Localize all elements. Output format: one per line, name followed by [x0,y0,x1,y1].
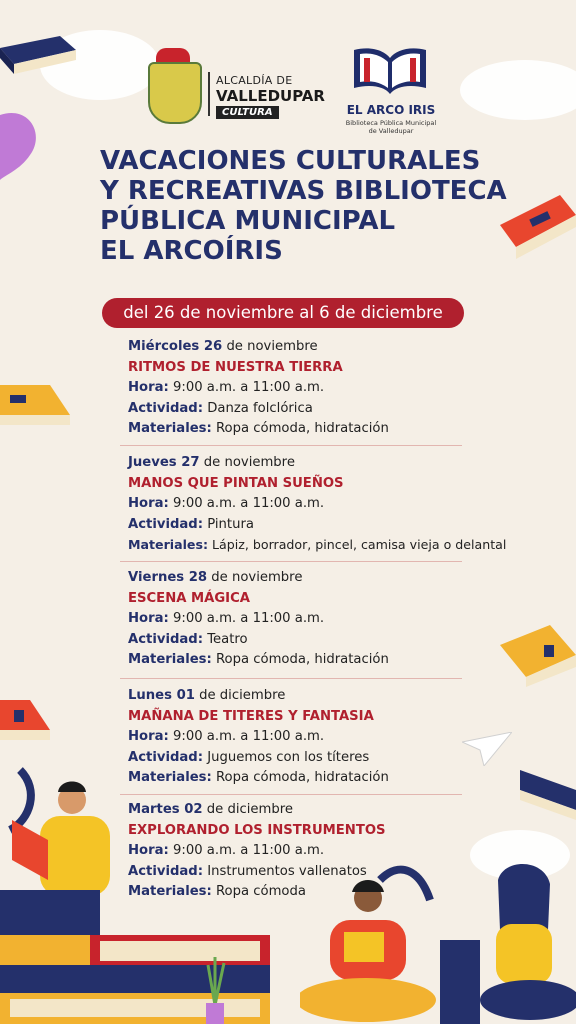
event-month: de diciembre [199,688,286,703]
materiales-label: Materiales: [128,770,212,785]
event-hora [128,727,508,748]
alcaldia-line1: ALCALDÍA DE [216,74,293,87]
logo-separator [208,72,210,116]
title-line1: VACACIONES CULTURALES [100,146,481,176]
event-actividad [128,515,508,536]
event-month: de noviembre [203,455,295,470]
event-name: ESCENA MÁGICA [128,590,250,606]
event-materiales [128,650,508,671]
actividad-label: Actividad: [128,749,204,765]
event-day: Lunes 01 [128,688,195,703]
event-month: de noviembre [226,339,318,354]
actividad-label: Actividad: [128,516,204,532]
materiales-label: Materiales: [128,884,212,899]
event-materiales [128,419,508,440]
book-illustration-right-2 [500,625,576,695]
event-divider [120,445,462,446]
arco-iris-title: EL ARCO IRIS [346,103,436,117]
event-date [128,568,508,589]
book-illustration-right-3 [510,760,576,840]
hora-label: Hora: [128,843,169,858]
event-item [128,800,508,903]
leaf-decoration [0,105,45,185]
actividad-label: Actividad: [128,400,204,416]
event-actividad [128,399,508,420]
event-item [128,686,508,789]
book-illustration-left-2 [0,700,55,755]
materiales-value: Ropa cómoda, hidratación [215,652,389,667]
event-name: RITMOS DE NUESTRA TIERRA [128,359,343,375]
event-item [128,337,508,440]
alcaldia-line2: VALLEDUPAR [216,87,325,105]
arco-iris-subtitle-line2: de Valledupar [368,127,414,135]
hora-value: 9:00 a.m. a 11:00 a.m. [172,380,325,395]
event-day: Martes 02 [128,802,203,817]
materiales-value: Ropa cómoda [215,884,306,899]
alcaldia-logo [148,48,325,122]
cloud-decoration [460,60,576,120]
materiales-label: Materiales: [128,421,212,436]
event-date [128,686,508,707]
event-actividad [128,748,508,769]
page-title [100,146,507,266]
event-materiales [128,535,508,556]
event-month: de noviembre [211,570,303,585]
arco-iris-logo [336,40,446,140]
actividad-label: Actividad: [128,863,204,879]
event-day: Jueves 27 [128,455,200,470]
title-line2: Y RECREATIVAS BIBLIOTECA [100,176,507,206]
hora-value: 9:00 a.m. a 11:00 a.m. [172,611,325,626]
event-day: Viernes 28 [128,570,208,585]
plant-pot-illustration [198,955,232,1024]
event-hora [128,841,508,862]
event-day: Miércoles 26 [128,339,223,354]
arco-iris-subtitle [336,119,446,135]
event-actividad [128,630,508,651]
open-book-icon [350,44,430,96]
hora-value: 9:00 a.m. a 11:00 a.m. [172,843,325,858]
title-line4: EL ARCOÍRIS [100,236,283,266]
hora-value: 9:00 a.m. a 11:00 a.m. [172,729,325,744]
reading-boy-illustration [0,760,130,960]
materiales-value: Lápiz, borrador, pincel, camisa vieja o delantal [212,537,507,552]
alcaldia-tag: CULTURA [216,106,279,119]
hora-label: Hora: [128,496,169,511]
event-hora [128,609,508,630]
event-divider [120,678,462,679]
actividad-value: Pintura [207,516,254,532]
actividad-value: Instrumentos vallenatos [207,863,367,879]
event-hora [128,494,508,515]
event-actividad [128,862,508,883]
event-name: MAÑANA DE TITERES Y FANTASIA [128,708,374,724]
book-illustration-top-left [0,30,80,90]
materiales-label: Materiales: [128,537,209,552]
date-range-banner: del 26 de noviembre al 6 de diciembre [102,298,464,328]
actividad-value: Juguemos con los títeres [207,749,370,765]
arco-iris-subtitle-line1: Biblioteca Pública Municipal [345,119,437,127]
hora-value: 9:00 a.m. a 11:00 a.m. [172,496,325,511]
actividad-value: Teatro [207,631,248,647]
event-materiales [128,768,508,789]
actividad-label: Actividad: [128,631,204,647]
hora-label: Hora: [128,380,169,395]
coat-of-arms-icon [148,62,202,124]
event-item [128,568,508,671]
hora-label: Hora: [128,729,169,744]
event-month: de diciembre [206,802,293,817]
book-illustration-left [0,375,72,455]
event-item [128,453,508,556]
event-divider [120,794,462,795]
event-hora [128,378,508,399]
event-date [128,337,508,358]
hora-label: Hora: [128,611,169,626]
event-name: MANOS QUE PINTAN SUEÑOS [128,475,344,491]
title-line3: PÚBLICA MUNICIPAL [100,206,396,236]
event-name: EXPLORANDO LOS INSTRUMENTOS [128,822,386,838]
materiales-value: Ropa cómoda, hidratación [215,770,389,785]
event-materiales [128,882,508,903]
event-date [128,800,508,821]
materiales-label: Materiales: [128,652,212,667]
event-date [128,453,508,474]
book-stack-illustration [0,935,280,1024]
materiales-value: Ropa cómoda, hidratación [215,421,389,436]
actividad-value: Danza folclórica [207,400,313,416]
event-divider [120,561,462,562]
